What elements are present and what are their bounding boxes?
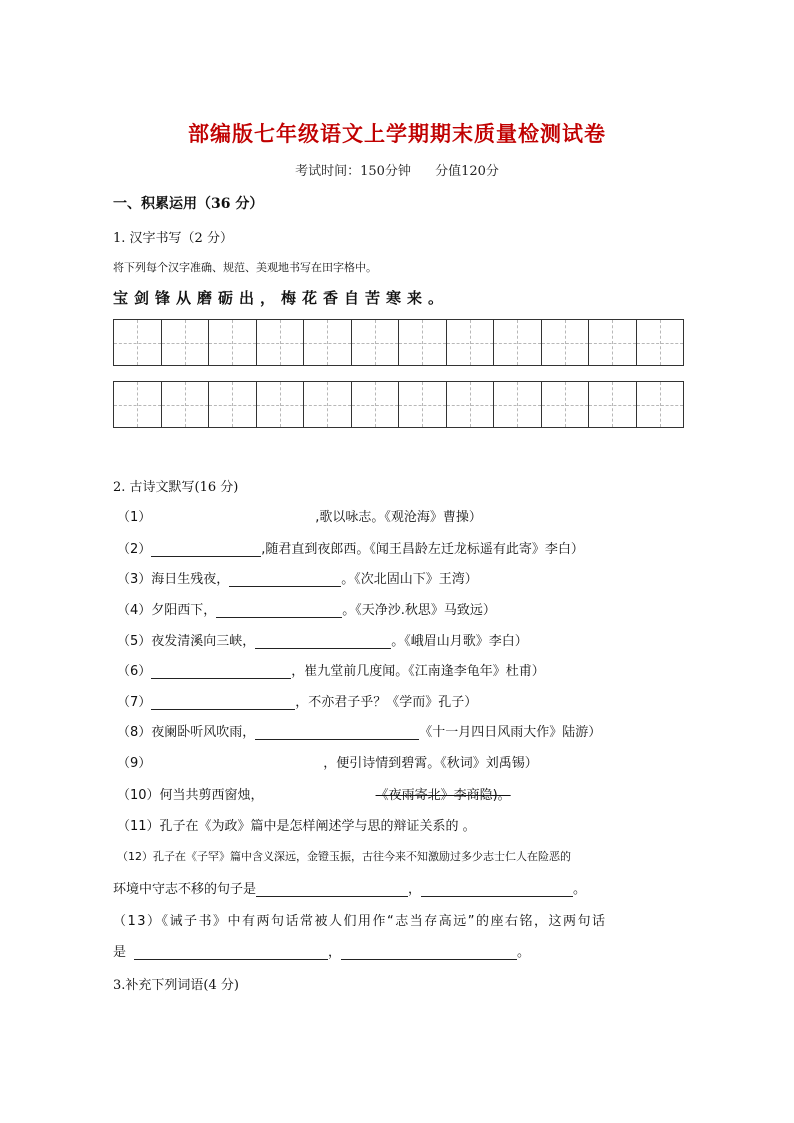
grid-cell[interactable] bbox=[257, 320, 305, 365]
grid-cell[interactable] bbox=[399, 320, 447, 365]
grid-cell[interactable] bbox=[352, 320, 400, 365]
grid-cell[interactable] bbox=[447, 382, 495, 427]
grid-cell[interactable] bbox=[304, 382, 352, 427]
grid-cell[interactable] bbox=[114, 320, 162, 365]
poem-item-9: （9） ，便引诗情到碧霄。《秋词》刘禹锡） bbox=[117, 756, 538, 771]
grid-cell[interactable] bbox=[542, 382, 590, 427]
poem-item-11: （11）孔子在《为政》篇中是怎样阐述学与思的辩证关系的 。 bbox=[117, 819, 476, 834]
exam-time: 考试时间：150分钟 bbox=[295, 164, 411, 179]
answer-blank[interactable] bbox=[341, 945, 517, 960]
question-3-heading: 3.补充下列词语(4 分) bbox=[113, 978, 239, 993]
poem-item-3: （3）海日生残夜， 。《次北固山下》王湾） bbox=[117, 572, 478, 587]
grid-cell[interactable] bbox=[589, 320, 637, 365]
grid-cell[interactable] bbox=[162, 382, 210, 427]
answer-blank[interactable] bbox=[255, 634, 391, 649]
exam-meta bbox=[0, 160, 794, 179]
grid-cell[interactable] bbox=[352, 382, 400, 427]
writing-grid-row-1[interactable] bbox=[113, 319, 684, 366]
poem-item-8: （8）夜阑卧听风吹雨， 《十一月四日风雨大作》陆游） bbox=[117, 725, 602, 740]
answer-blank[interactable] bbox=[229, 572, 341, 587]
question-2-heading: 2. 古诗文默写(16 分) bbox=[113, 480, 239, 495]
poem-item-2: （2） ,随君直到夜郎西。《闻王昌龄左迁龙标遥有此寄》李白） bbox=[117, 542, 584, 557]
answer-blank[interactable] bbox=[151, 664, 291, 679]
answer-blank[interactable] bbox=[421, 882, 573, 897]
answer-blank[interactable] bbox=[256, 882, 408, 897]
grid-cell[interactable] bbox=[494, 320, 542, 365]
exam-score: 分值120分 bbox=[435, 164, 499, 179]
answer-blank[interactable] bbox=[151, 542, 261, 557]
poem-item-1: （1） ,歌以咏志。《观沧海》曹操） bbox=[117, 510, 482, 525]
grid-cell[interactable] bbox=[304, 320, 352, 365]
poem-item-10: （10）何当共剪西窗烛， 《夜雨寄北》李商隐)。 bbox=[117, 788, 511, 803]
page-title: 部编版七年级语文上学期期末质量检测试卷 bbox=[188, 122, 606, 146]
question-1-heading: 1. 汉字书写（2 分） bbox=[113, 231, 233, 246]
grid-cell[interactable] bbox=[257, 382, 305, 427]
poem-item-5: （5）夜发清溪向三峡， 。《峨眉山月歌》李白） bbox=[117, 634, 528, 649]
section-heading: 一、积累运用（36 分） bbox=[113, 196, 264, 212]
grid-cell[interactable] bbox=[399, 382, 447, 427]
poem-item-12: （12）孔子在《子罕》篇中含义深远，金镫玉振，古往今来不知激励过多少志士仁人在险恶的 bbox=[117, 850, 571, 863]
grid-cell[interactable] bbox=[542, 320, 590, 365]
answer-blank[interactable] bbox=[255, 725, 419, 740]
grid-cell[interactable] bbox=[637, 382, 684, 427]
question-1-instruction: 将下列每个汉字准确、规范、美观地书写在田字格中。 bbox=[113, 261, 377, 274]
answer-blank[interactable] bbox=[216, 603, 342, 618]
grid-cell[interactable] bbox=[114, 382, 162, 427]
poem-item-4: （4）夕阳西下， 。《天净沙.秋思》马致远） bbox=[117, 603, 496, 618]
writing-grid-row-2[interactable] bbox=[113, 381, 684, 428]
poem-item-6: （6） ，崔九堂前几度闻。《江南逢李龟年》杜甫） bbox=[117, 664, 545, 679]
question-1-sentence: 宝剑锋从磨砺出，梅花香自苦寒来。 bbox=[113, 289, 450, 307]
poem-item-13-answer-line: 是 ， 。 bbox=[113, 945, 531, 960]
grid-cell[interactable] bbox=[162, 320, 210, 365]
grid-cell[interactable] bbox=[637, 320, 684, 365]
grid-cell[interactable] bbox=[447, 320, 495, 365]
grid-cell[interactable] bbox=[589, 382, 637, 427]
answer-blank[interactable] bbox=[151, 695, 295, 710]
poem-item-7: （7） ，不亦君子乎？《学而》孔子） bbox=[117, 695, 478, 710]
poem-item-13: （13）《诫子书》中有两句话常被人们用作“志当存高远”的座右铭，这两句话 bbox=[113, 914, 607, 929]
answer-blank[interactable] bbox=[134, 945, 328, 960]
grid-cell[interactable] bbox=[494, 382, 542, 427]
grid-cell[interactable] bbox=[209, 382, 257, 427]
poem-item-12-answer-line: 环境中守志不移的句子是 ， 。 bbox=[113, 882, 587, 897]
grid-cell[interactable] bbox=[209, 320, 257, 365]
